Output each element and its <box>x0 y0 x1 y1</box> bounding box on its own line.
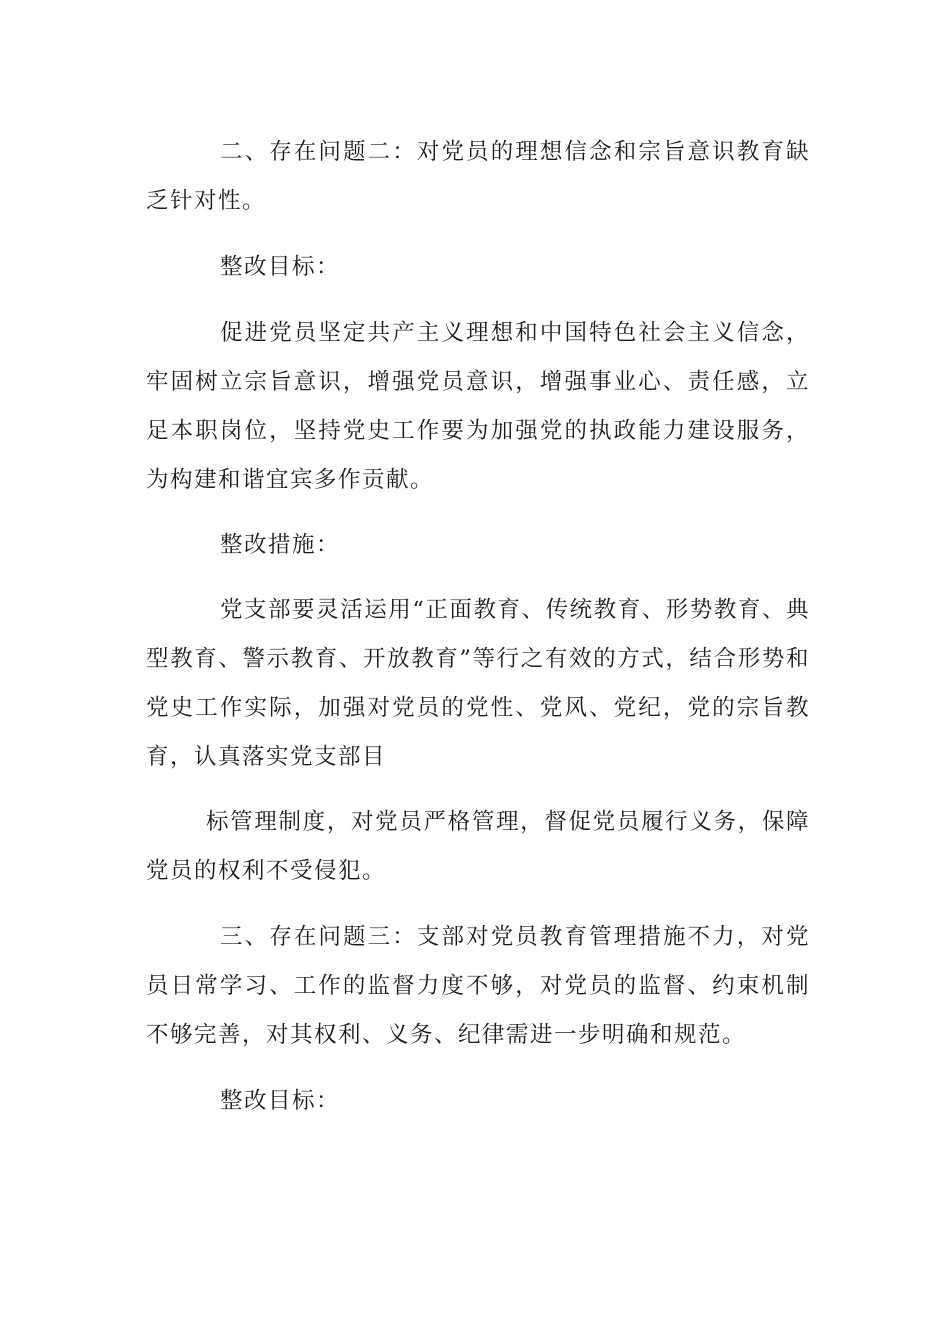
paragraph-measures-continuation: 标管理制度，对党员严格管理，督促党员履行义务，保障党员的权利不受侵犯。 <box>146 809 810 884</box>
paragraph-problem-two: 二、存在问题二：对党员的理想信念和宗旨意识教育缺乏针对性。 <box>146 139 810 214</box>
paragraph-rectification-measures-heading: 整改措施： <box>220 532 341 558</box>
paragraph-rectification-goal-heading-2: 整改目标： <box>220 1088 341 1114</box>
paragraph-rectification-measures-body: 党支部要灵活运用“正面教育、传统教育、形势教育、典型教育、警示教育、开放教育”等行之有效的方式，结合形势和党史工作实际，加强对党员的党性、党风、党纪，党的宗旨教育，认真落实党支部目 <box>146 597 810 770</box>
paragraph-problem-three: 三、存在问题三：支部对党员教育管理措施不力，对党员日常学习、工作的监督力度不够，对党员的监督、约束机制不够完善，对其权利、义务、纪律需进一步明确和规范。 <box>146 924 810 1048</box>
paragraph-rectification-goal-body: 促进党员坚定共产主义理想和中国特色社会主义信念，牢固树立宗旨意识，增强党员意识，增强事业心、责任感，立足本职岗位，坚持党史工作要为加强党的执政能力建设服务，为构建和谐宜宾多作贡献。 <box>146 320 810 493</box>
paragraph-rectification-goal-heading: 整改目标： <box>220 254 341 280</box>
